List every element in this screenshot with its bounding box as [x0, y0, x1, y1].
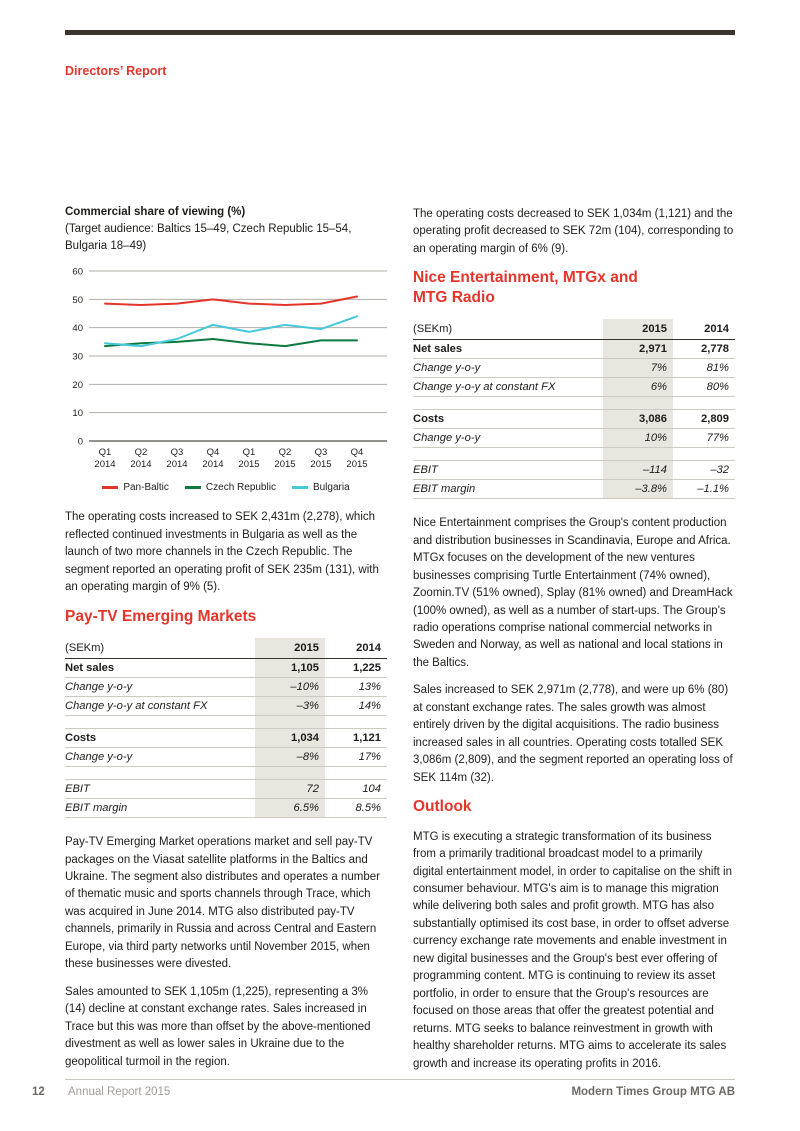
paragraph-nice-description: Nice Entertainment comprises the Group's content production and distribution businesses in Scandinavia, Europe and Africa. MTGx focuses on the development of the new ventures businesses comprising Turtle Entertainment (74% owned), Zoomin.TV (51% owned), Splay (81% owned) and DreamHack (100% owned), as well as a number of start-ups. The Group's radio operations comprise national commercial networks in Sweden and Norway, as well as national and local stations in the Baltics. — [413, 517, 733, 669]
paragraph-nice-sales: Sales increased to SEK 2,971m (2,778), and were up 6% (80) at constant exchange rates. The sales growth was almost entirely driven by the digital acquisitions. The radio business increased sales in all countries. Operating costs totalled SEK 3,086m (2,809), and the segment reported an operating loss of SEK 114m (32). — [413, 684, 733, 784]
value-2014: 14% — [358, 700, 381, 713]
value-2015: 10% — [603, 429, 673, 447]
footer-report-title: Annual Report 2015 — [68, 1086, 171, 1098]
y-tick-label: 50 — [72, 295, 83, 307]
paragraph-paytv-operations: Pay-TV Emerging Market operations market and sell pay-TV packages on the Viasat satellite platforms in the Baltics and Ukraine. The segment also distributes and operates a number of thematic music and sports channels through Trace, which was acquired in June 2014. MTG also distributed pay-TV channels, primarily in Russia and across Central and Eastern Europe, via third party networks until November 2015, when these businesses were divested. — [65, 836, 380, 971]
value-2015: –3% — [255, 697, 325, 715]
x-tick-label: Q2 2014 — [130, 447, 152, 471]
table-row — [413, 480, 735, 499]
section-heading-paytv: Pay-TV Emerging Markets — [65, 607, 257, 625]
value-2014: 1,225 — [353, 662, 381, 675]
table-header-row — [65, 638, 387, 659]
legend-swatch — [292, 486, 308, 489]
value-2014 — [325, 720, 387, 724]
table-row — [65, 748, 387, 767]
value-2015: –10% — [255, 678, 325, 696]
value-2014: 2,809 — [701, 413, 729, 426]
value-2014 — [325, 771, 387, 775]
table-spacer-row — [65, 767, 387, 780]
chart-subtitle: (Target audience: Baltics 15–49, Czech Republic 15–54, Bulgaria 18–49) — [65, 223, 352, 252]
footer-company-name: Modern Times Group MTG AB — [571, 1086, 735, 1098]
x-tick-label: Q1 2014 — [94, 447, 116, 471]
table-unit-label: (SEKm) — [65, 642, 105, 655]
section-heading-outlook: Outlook — [413, 798, 472, 816]
x-tick-label: Q3 2015 — [310, 447, 332, 471]
table-row — [413, 340, 735, 359]
value-2015: 3,086 — [603, 410, 673, 428]
row-label: Change y-o-y — [65, 751, 133, 764]
legend-label: Pan-Baltic — [123, 482, 169, 494]
value-2015: –114 — [603, 461, 673, 479]
row-label: Net sales — [413, 343, 463, 356]
value-2015 — [603, 397, 673, 409]
right-column — [413, 206, 735, 1083]
value-2015: 1,105 — [255, 659, 325, 677]
x-tick-label: Q3 2014 — [166, 447, 188, 471]
table-row — [65, 659, 387, 678]
table-row — [413, 429, 735, 448]
footer-page-number: 12 — [32, 1086, 45, 1098]
value-2015: 72 — [255, 780, 325, 798]
row-label — [413, 401, 603, 405]
table-row — [65, 729, 387, 748]
legend-swatch — [185, 486, 201, 489]
table-row — [65, 678, 387, 697]
column-header-2015: 2015 — [255, 638, 325, 658]
table-row — [413, 378, 735, 397]
value-2014: 13% — [358, 681, 381, 694]
value-2014: –1.1% — [697, 483, 729, 496]
nice-financial-table — [413, 319, 735, 499]
legend-item — [102, 482, 169, 493]
paytv-financial-table — [65, 638, 387, 818]
table-spacer-row — [413, 448, 735, 461]
row-label: Change y-o-y — [413, 432, 481, 445]
row-label: Net sales — [65, 662, 115, 675]
value-2015: –8% — [255, 748, 325, 766]
left-column — [65, 206, 387, 1081]
table-spacer-row — [65, 716, 387, 729]
value-2014: 17% — [358, 751, 381, 764]
value-2015: 2,971 — [603, 340, 673, 358]
column-header-2015: 2015 — [603, 319, 673, 339]
value-2015: 6.5% — [255, 799, 325, 817]
value-2014: 80% — [706, 381, 729, 394]
value-2015 — [603, 448, 673, 460]
y-tick-label: 30 — [72, 351, 83, 363]
paragraph-outlook: MTG is executing a strategic transformation of its business from a primarily traditional broadcast model to a primarily digital entertainment model, in order to capitalise on the shift in consumer behaviour. MTG's aim is to manage this migration while delivering both sales and profit growth. MTG has also substantially optimised its cost base, in order to offset adverse currency exchange rate movements and enable investment in new digital businesses and the Group's best ever offering of programming content. MTG is continuing to review its asset portfolio, in order to ensure that the Group's resources are focused on those areas that offer the greatest potential and returns. MTG seeks to balance reinvestment in growth with healthy shareholder returns. MTG aims to accelerate its sales growth and increase its operating profits in 2016. — [413, 830, 732, 1070]
value-2015: –3.8% — [603, 480, 673, 498]
value-2015: 7% — [603, 359, 673, 377]
row-label: EBIT margin — [413, 483, 476, 496]
value-2015: 1,034 — [255, 729, 325, 747]
table-row — [413, 461, 735, 480]
value-2014: –32 — [710, 464, 729, 477]
series-pan-baltic — [105, 297, 357, 306]
legend-label: Bulgaria — [312, 482, 350, 494]
row-label: EBIT — [413, 464, 438, 477]
column-header-2014: 2014 — [356, 642, 381, 655]
y-tick-label: 20 — [72, 380, 83, 392]
value-2014 — [673, 452, 735, 456]
row-label — [65, 771, 255, 775]
table-header-row — [413, 319, 735, 340]
y-tick-label: 10 — [72, 408, 83, 420]
table-row — [65, 799, 387, 818]
value-2014: 81% — [706, 362, 729, 375]
chart-legend — [65, 482, 387, 493]
value-2014: 104 — [362, 783, 381, 796]
row-label — [65, 720, 255, 724]
table-row — [65, 697, 387, 716]
table-row — [413, 359, 735, 378]
footer-rule — [65, 1079, 735, 1080]
row-label: Change y-o-y — [65, 681, 133, 694]
row-label: Change y-o-y — [413, 362, 481, 375]
paragraph-operating-costs-nice: The operating costs decreased to SEK 1,034m (1,121) and the operating profit decreased to SEK 72m (104), corresponding to an operating margin of 6% (9). — [413, 208, 734, 255]
value-2015 — [255, 767, 325, 779]
table-row — [413, 410, 735, 429]
x-tick-label: Q4 2015 — [346, 447, 368, 471]
paragraph-operating-costs-paytv: The operating costs increased to SEK 2,431m (2,278), which reflected continued investments in Bulgaria as well as the launch of two more channels in the Czech Republic. The segment reported an operating profit of SEK 235m (131), with an operating margin of 9% (5). — [65, 511, 379, 594]
y-tick-label: 40 — [72, 323, 83, 335]
legend-item — [185, 482, 276, 493]
y-tick-label: 0 — [77, 436, 83, 448]
row-label: Change y-o-y at constant FX — [413, 381, 556, 394]
value-2014: 8.5% — [355, 802, 381, 815]
top-rule — [65, 30, 735, 35]
section-heading-nice: Nice Entertainment, MTGx and MTG Radio — [413, 269, 638, 306]
row-label — [413, 452, 603, 456]
column-header-2014: 2014 — [704, 323, 729, 336]
row-label: Costs — [65, 732, 97, 745]
legend-item — [292, 482, 350, 493]
legend-swatch — [102, 486, 118, 489]
table-unit-label: (SEKm) — [413, 323, 453, 336]
chart-title: Commercial share of viewing (%) — [65, 206, 246, 218]
table-row — [65, 780, 387, 799]
row-label: Change y-o-y at constant FX — [65, 700, 208, 713]
legend-label: Czech Republic — [205, 482, 276, 494]
row-label: EBIT — [65, 783, 90, 796]
y-tick-label: 60 — [72, 266, 83, 278]
x-tick-label: Q2 2015 — [274, 447, 296, 471]
x-tick-label: Q4 2014 — [202, 447, 224, 471]
section-kicker: Directors’ Report — [65, 64, 167, 78]
table-spacer-row — [413, 397, 735, 410]
row-label: Costs — [413, 413, 445, 426]
value-2014: 77% — [706, 432, 729, 445]
paragraph-paytv-sales: Sales amounted to SEK 1,105m (1,225), representing a 3% (14) decline at constant exchange rates. Sales increased in Trace but this was more than offset by the above-mentioned divestment as well as lower sales in Ukraine due to the geopolitical turmoil in the region. — [65, 985, 371, 1068]
viewing-share-chart — [65, 263, 387, 473]
value-2015: 6% — [603, 378, 673, 396]
value-2015 — [255, 716, 325, 728]
value-2014: 2,778 — [701, 343, 729, 356]
value-2014: 1,121 — [353, 732, 381, 745]
value-2014 — [673, 401, 735, 405]
row-label: EBIT margin — [65, 802, 128, 815]
x-tick-label: Q1 2015 — [238, 447, 260, 471]
